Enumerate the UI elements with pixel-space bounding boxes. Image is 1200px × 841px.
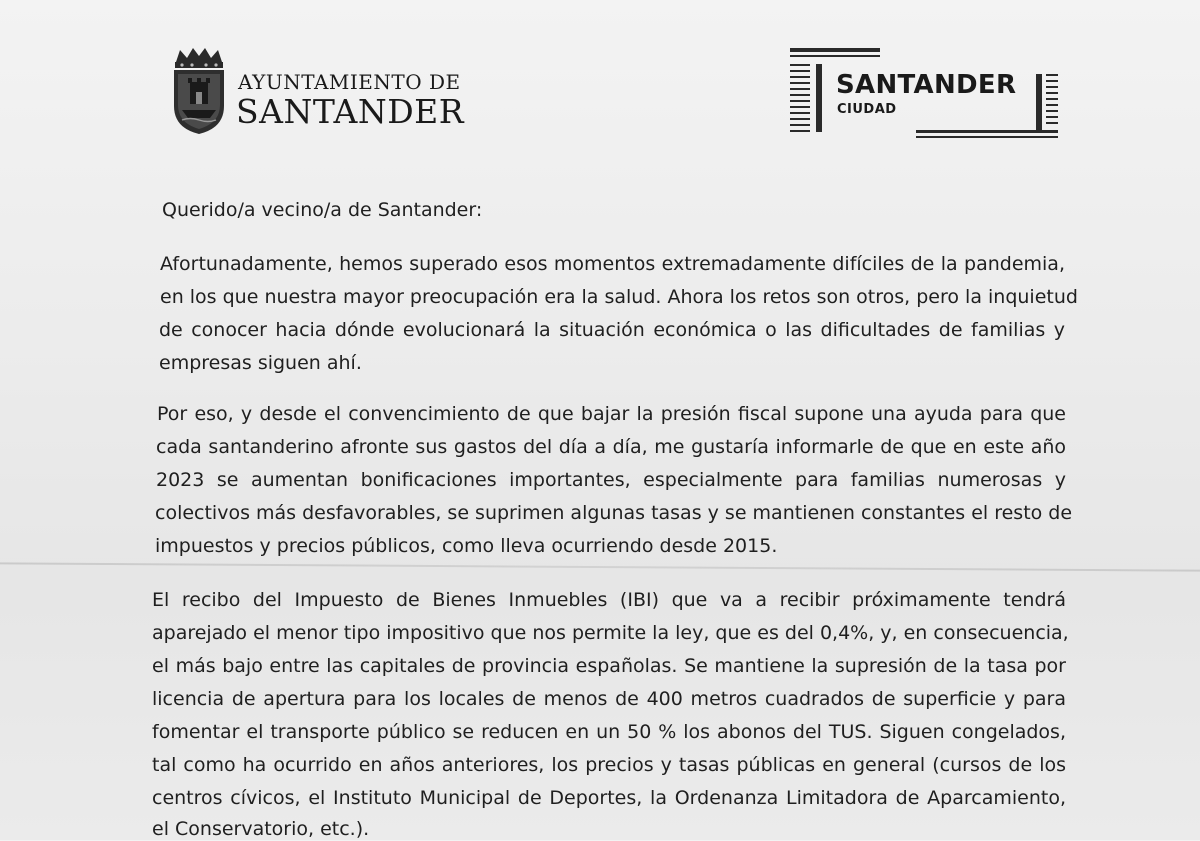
paragraph-line: el más bajo entre las capitales de provincia españolas. Se mantiene la supresión de la tasa por <box>152 655 1066 677</box>
paragraph-line: El recibo del Impuesto de Bienes Inmuebles (IBI) que va a recibir próximamente tendrá <box>152 589 1066 611</box>
paragraph-line: Por eso, y desde el convencimiento de que bajar la presión fiscal supone una ayuda para que <box>157 403 1066 425</box>
paragraph-line: en los que nuestra mayor preocupación era la salud. Ahora los retos son otros, pero la inquietud <box>160 286 1078 308</box>
paragraph-line: impuestos y precios públicos, como lleva ocurriendo desde 2015. <box>155 535 778 557</box>
salutation: Querido/a vecino/a de Santander: <box>162 199 483 221</box>
paragraph-line: de conocer hacia dónde evolucionará la situación económica o las dificultades de familias y <box>159 319 1065 341</box>
paragraph-line: colectivos más desfavorables, se suprimen algunas tasas y se mantienen constantes el resto de <box>155 502 1073 524</box>
paragraph-line: centros cívicos, el Instituto Municipal de Deportes, la Ordenanza Limitadora de Aparcamiento, <box>152 787 1066 809</box>
paragraph-line: tal como ha ocurrido en años anteriores, los precios y tasas públicas en general (cursos de los <box>152 754 1066 776</box>
paragraph-line: fomentar el transporte público se reducen en un 50 % los abonos del TUS. Siguen congelados, <box>152 721 1066 743</box>
santander-ciudad-name: SANTANDER <box>836 70 1017 100</box>
paragraph-line: cada santanderino afronte sus gastos del día a día, me gustaría informarle de que en este año <box>156 436 1066 458</box>
paragraph-line: licencia de apertura para los locales de menos de 400 metros cuadrados de superficie y para <box>152 688 1066 710</box>
paragraph-line: empresas siguen ahí. <box>159 352 362 374</box>
santander-title: SANTANDER <box>236 92 465 131</box>
paragraph-line: aparejado el menor tipo impositivo que nos permite la ley, que es del 0,4%, y, en consecuencia, <box>152 622 1069 644</box>
santander-ciudad-sub: CIUDAD <box>837 102 897 117</box>
paragraph-line: Afortunadamente, hemos superado esos momentos extremadamente difíciles de la pandemia, <box>160 253 1065 275</box>
ayuntamiento-title: AYUNTAMIENTO DE <box>238 70 461 94</box>
paragraph-line: 2023 se aumentan bonificaciones importantes, especialmente para familias numerosas y <box>156 469 1066 491</box>
paragraph-line: el Conservatorio, etc.). <box>152 818 370 840</box>
